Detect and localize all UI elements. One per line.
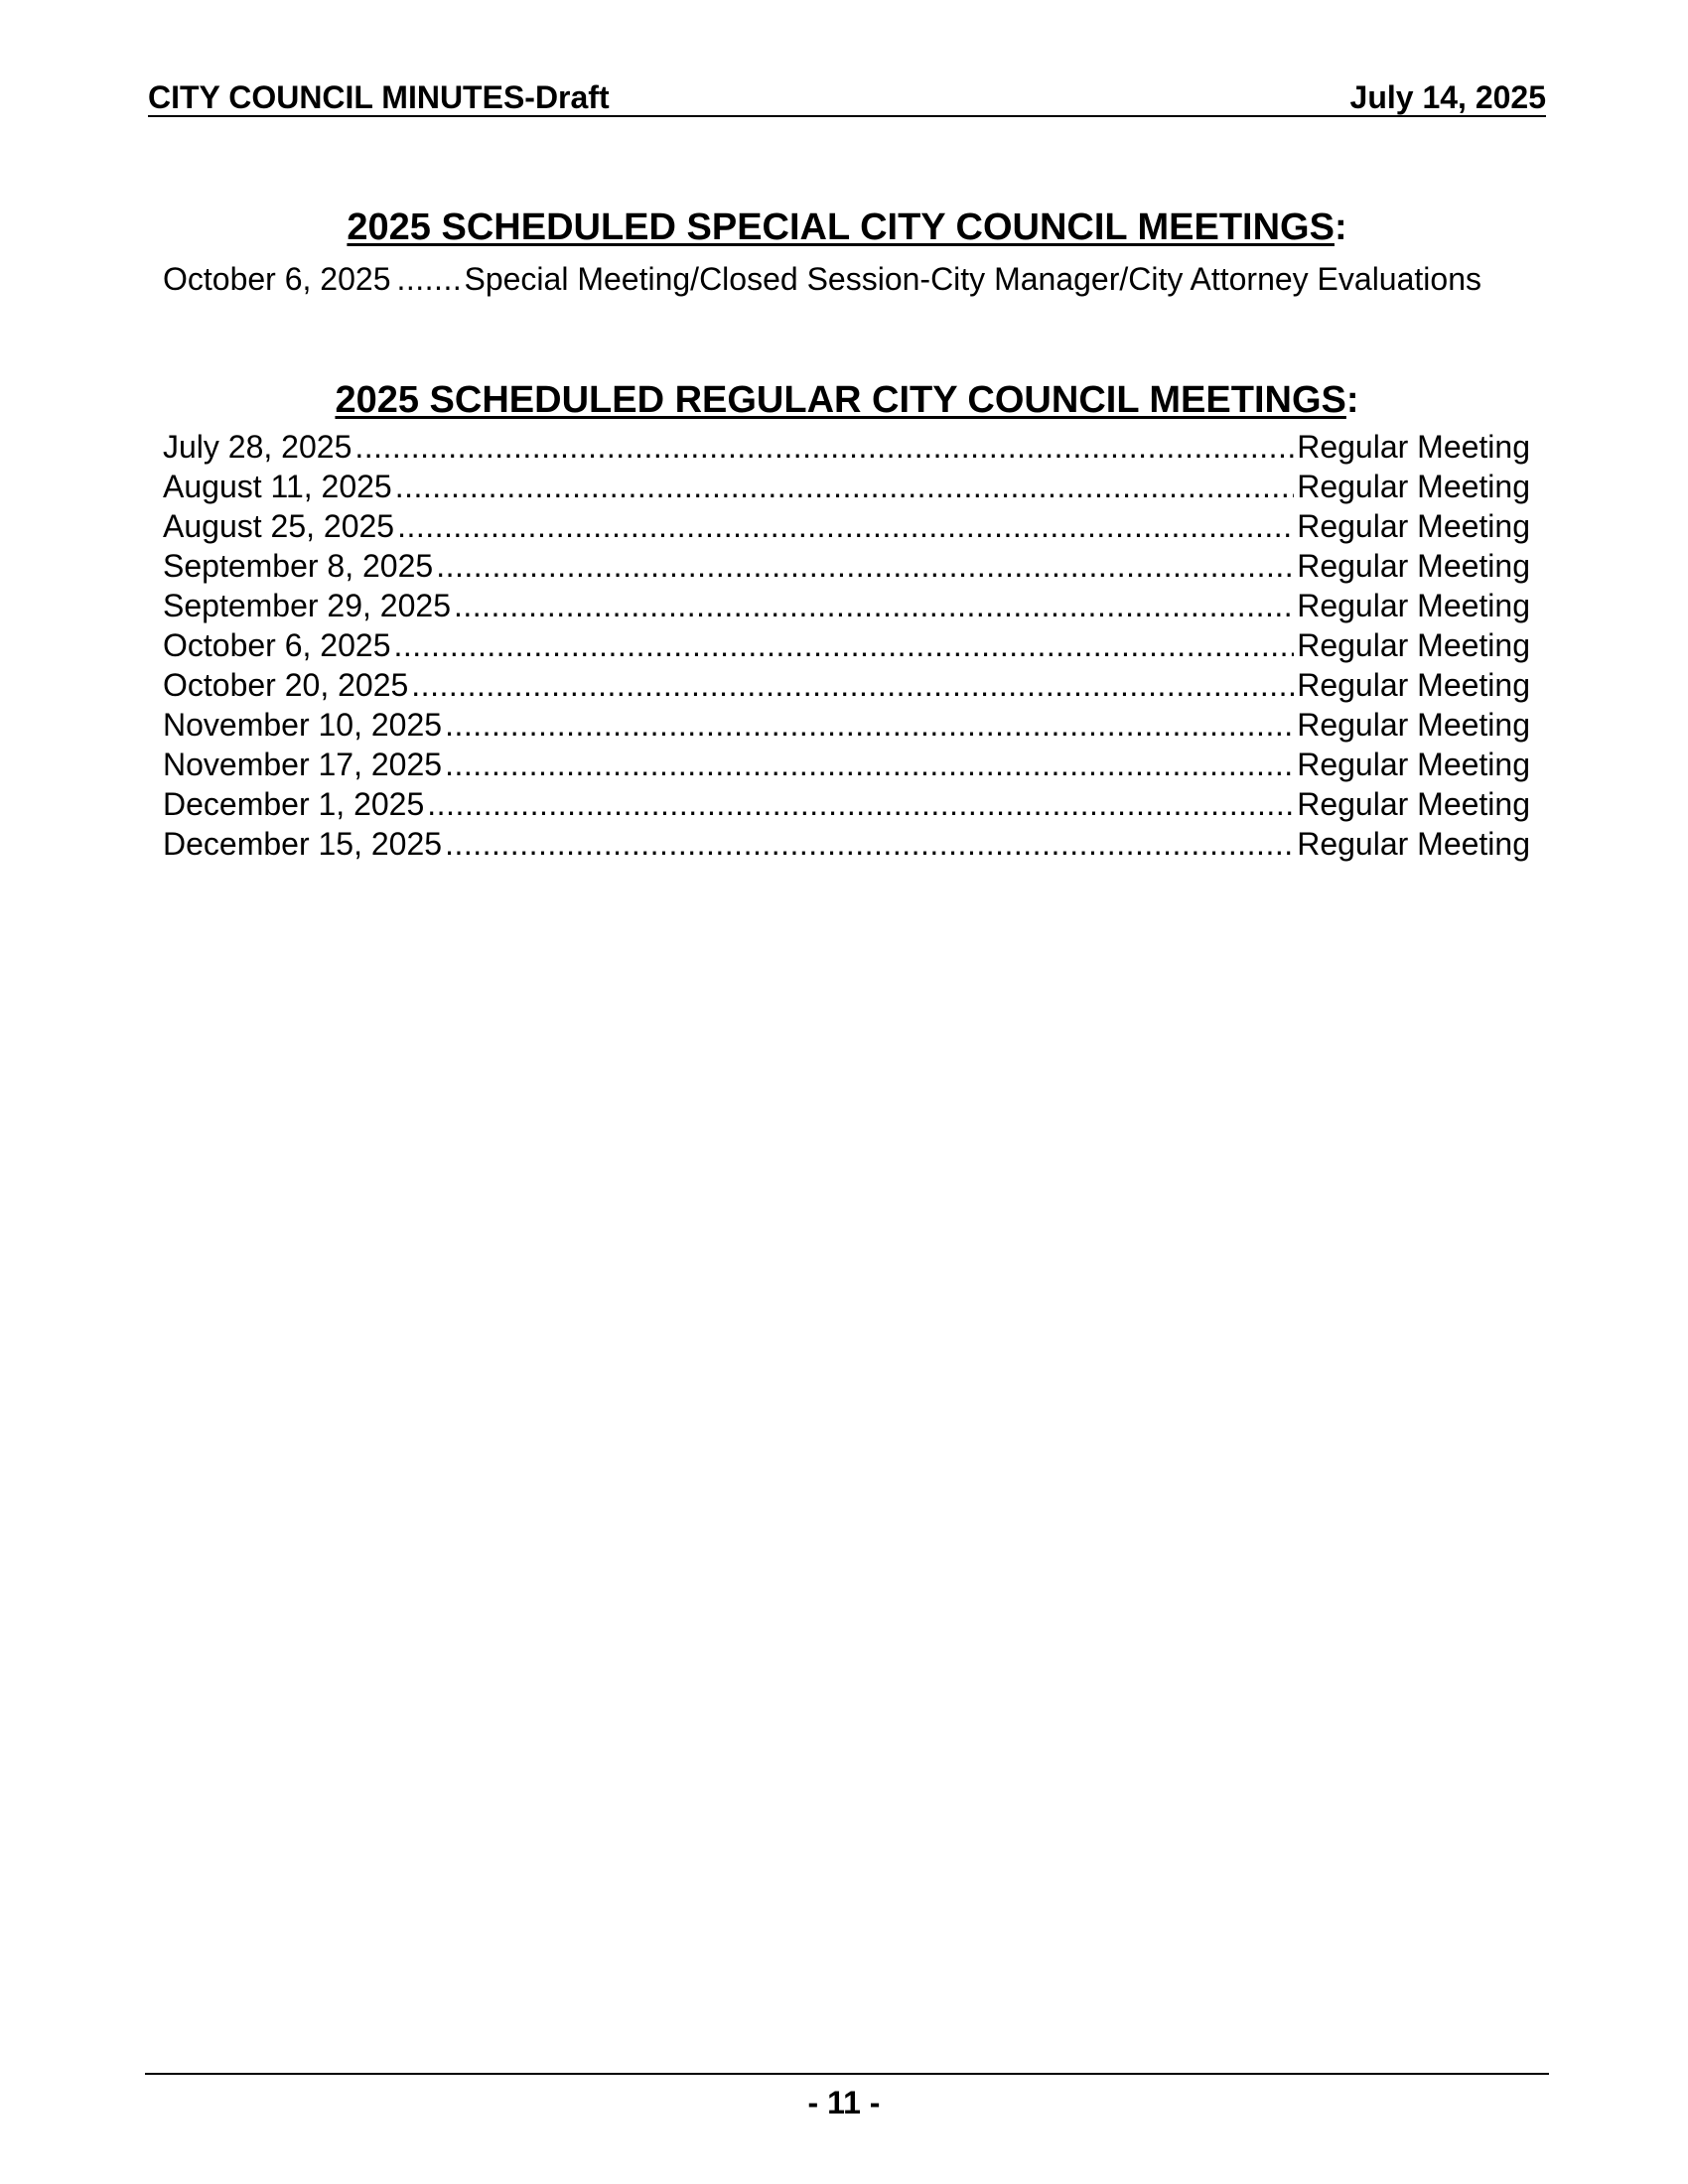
leader-dots (445, 824, 1294, 864)
leader-dots (396, 259, 461, 299)
leader-dots (454, 586, 1294, 625)
special-meetings-heading-colon: : (1334, 206, 1347, 248)
leader-dots (427, 784, 1294, 824)
meeting-description: Regular Meeting (1297, 747, 1530, 782)
leader-dots (436, 546, 1294, 586)
meeting-date: October 6, 2025 (163, 627, 391, 663)
regular-meeting-row (163, 467, 1530, 506)
regular-meeting-row (163, 784, 1530, 824)
meeting-date: October 6, 2025 (163, 261, 391, 297)
special-meetings-heading-text: 2025 SCHEDULED SPECIAL CITY COUNCIL MEETINGS (347, 206, 1335, 248)
leader-dots (354, 427, 1294, 467)
regular-meetings-heading-colon: : (1345, 379, 1359, 421)
regular-meeting-row (163, 665, 1530, 705)
document-title: CITY COUNCIL MINUTES-Draft (148, 79, 610, 115)
leader-dots (397, 506, 1294, 546)
meeting-date: August 11, 2025 (163, 469, 392, 504)
regular-meeting-row (163, 625, 1530, 665)
leader-dots (393, 625, 1294, 665)
meeting-date: November 10, 2025 (163, 707, 443, 743)
special-meetings-heading (148, 205, 1546, 249)
regular-meeting-row (163, 586, 1530, 625)
meeting-date: September 8, 2025 (163, 548, 434, 584)
regular-meeting-row (163, 427, 1530, 467)
regular-meetings-heading-text: 2025 SCHEDULED REGULAR CITY COUNCIL MEETINGS (335, 379, 1346, 421)
meeting-description: Regular Meeting (1297, 786, 1530, 822)
page-header (148, 79, 1546, 117)
meeting-date: December 15, 2025 (163, 826, 443, 862)
regular-meeting-row (163, 745, 1530, 784)
meeting-date: July 28, 2025 (163, 429, 352, 465)
meeting-description: Regular Meeting (1297, 667, 1530, 703)
regular-meeting-row (163, 546, 1530, 586)
special-meeting-row (163, 259, 1530, 299)
meeting-description: Regular Meeting (1297, 429, 1530, 465)
document-date: July 14, 2025 (1349, 79, 1546, 115)
page-number: - 11 - (807, 2085, 881, 2120)
leader-dots (445, 745, 1294, 784)
regular-meeting-row (163, 506, 1530, 546)
meeting-description: Regular Meeting (1297, 548, 1530, 584)
meeting-date: November 17, 2025 (163, 747, 443, 782)
meeting-date: September 29, 2025 (163, 588, 451, 623)
leader-dots (445, 705, 1294, 745)
leader-dots (411, 665, 1294, 705)
regular-meetings-heading (148, 378, 1546, 422)
regular-meeting-row (163, 824, 1530, 864)
footer-divider (145, 2073, 1549, 2075)
meeting-description: Special Meeting/Closed Session-City Manager/City Attorney Evaluations (464, 261, 1481, 297)
meeting-description: Regular Meeting (1297, 469, 1530, 504)
meeting-date: August 25, 2025 (163, 508, 395, 544)
meeting-description: Regular Meeting (1297, 707, 1530, 743)
leader-dots (395, 467, 1295, 506)
meeting-description: Regular Meeting (1297, 627, 1530, 663)
meeting-date: December 1, 2025 (163, 786, 425, 822)
regular-meeting-row (163, 705, 1530, 745)
meeting-description: Regular Meeting (1297, 588, 1530, 623)
meeting-date: October 20, 2025 (163, 667, 409, 703)
meeting-description: Regular Meeting (1297, 826, 1530, 862)
meeting-description: Regular Meeting (1297, 508, 1530, 544)
